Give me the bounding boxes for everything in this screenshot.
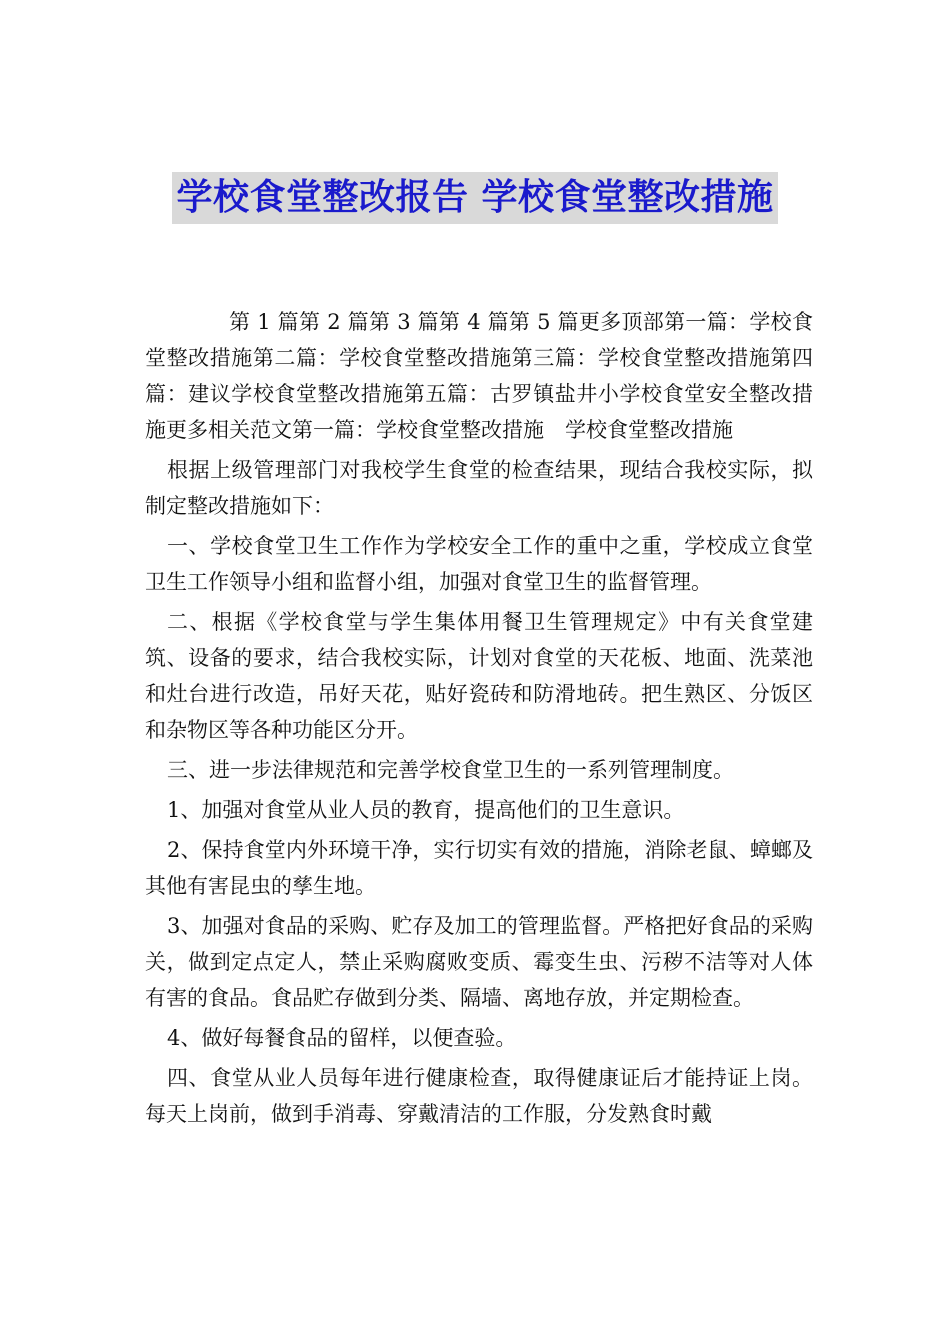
paragraph-section-4: 四、食堂从业人员每年进行健康检查，取得健康证后才能持证上岗。每天上岗前，做到手消毒、穿戴清洁的工作服，分发熟食时戴: [145, 1066, 813, 1126]
paragraph-section-3: 三、进一步法律规范和完善学校食堂卫生的一系列管理制度。: [167, 758, 734, 782]
paragraph-section-2: 二、根据《学校食堂与学生集体用餐卫生管理规定》中有关食堂建筑、设备的要求，结合我校实际，计划对食堂的天花板、地面、洗菜池和灶台进行改造，吊好天花，贴好瓷砖和防滑地砖。把生熟区、分饭区和杂物区等各种功能区分开。: [145, 610, 813, 742]
title-container: [0, 172, 950, 224]
table-of-contents: 第 1 篇第 2 篇第 3 篇第 4 篇第 5 篇更多顶部第一篇：学校食堂整改措施第二篇：学校食堂整改措施第三篇：学校食堂整改措施第四篇：建议学校食堂整改措施第五篇：古罗镇盐井小学校食堂安全整改措施更多相关范文第一篇：学校食堂整改措施 学校食堂整改措施: [145, 310, 813, 442]
document-body: [145, 304, 813, 1136]
paragraph-item-3: 3、加强对食品的采购、贮存及加工的管理监督。严格把好食品的采购关，做到定点定人，禁止采购腐败变质、霉变生虫、污秽不洁等对人体有害的食品。食品贮存做到分类、隔墙、离地存放，并定期检查。: [145, 914, 813, 1010]
document-title: 学校食堂整改报告 学校食堂整改措施: [172, 172, 777, 224]
paragraph-item-2: 2、保持食堂内外环境干净，实行切实有效的措施，消除老鼠、蟑螂及其他有害昆虫的孳生地。: [145, 838, 813, 898]
paragraph-item-1: 1、加强对食堂从业人员的教育，提高他们的卫生意识。: [167, 798, 685, 822]
paragraph-intro: 根据上级管理部门对我校学生食堂的检查结果，现结合我校实际，拟制定整改措施如下：: [145, 458, 813, 518]
paragraph-section-1: 一、学校食堂卫生工作作为学校安全工作的重中之重，学校成立食堂卫生工作领导小组和监督小组，加强对食堂卫生的监督管理。: [145, 534, 813, 594]
paragraph-item-4: 4、做好每餐食品的留样，以便查验。: [167, 1026, 517, 1050]
